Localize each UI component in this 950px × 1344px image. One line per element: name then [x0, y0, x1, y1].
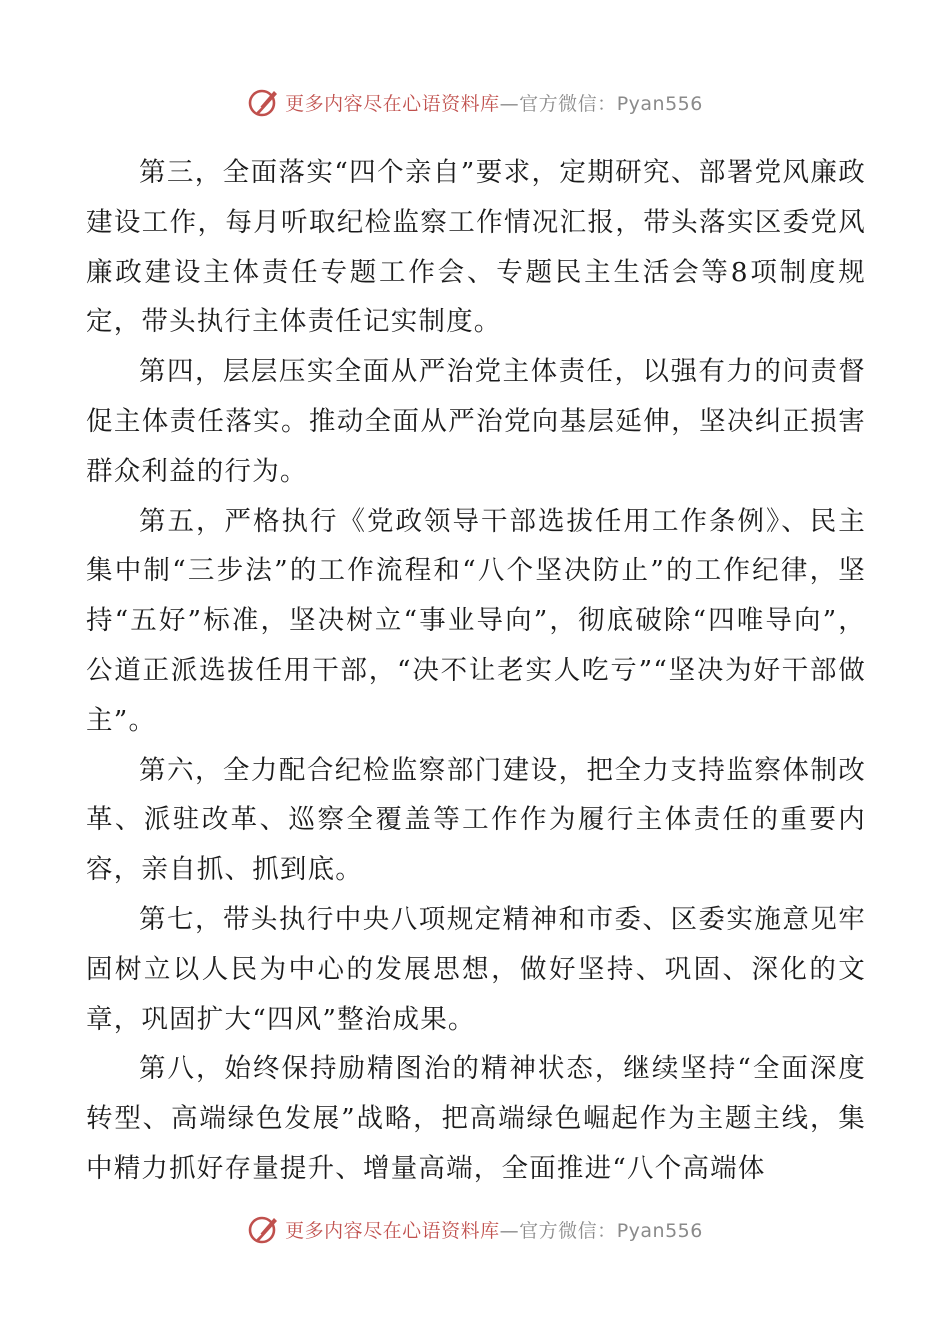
header-watermark: [0, 84, 950, 120]
document-body: [86, 148, 866, 1194]
paragraph-4: 第四，层层压实全面从严治党主体责任，以强有力的问责督促主体责任落实。推动全面从严治党向基层延伸，坚决纠正损害群众利益的行为。: [86, 356, 866, 487]
paragraph-3: 第三，全面落实“四个亲自”要求，定期研究、部署党风廉政建设工作，每月听取纪检监察工作情况汇报，带头落实区委党风廉政建设主体责任专题工作会、专题民主生活会等8项制度规定，带头执行主体责任记实制度。: [86, 157, 866, 338]
paragraph-6: 第六，全力配合纪检监察部门建设，把全力支持监察体制改革、派驻改革、巡察全覆盖等工作作为履行主体责任的重要内容，亲自抓、抓到底。: [86, 754, 866, 886]
watermark-wechat-id: Pyan556: [616, 92, 703, 115]
footer-watermark: [0, 1211, 950, 1247]
paragraph-7: 第七，带头执行中央八项规定精神和市委、区委实施意见牢固树立以人民为中心的发展思想，做好坚持、巩固、深化的文章，巩固扩大“四风”整治成果。: [86, 903, 866, 1035]
watermark-wechat-label: 官方微信：: [519, 1219, 617, 1242]
quill-pen-logo-icon: [247, 85, 281, 119]
watermark-wechat-label: 官方微信：: [519, 92, 617, 115]
watermark-wechat-id: Pyan556: [616, 1219, 703, 1242]
quill-pen-logo-icon: [247, 1212, 281, 1246]
watermark-site: 更多内容尽在心语资料库: [285, 92, 500, 115]
watermark-dash: —: [499, 1219, 520, 1242]
paragraph-8: 第八，始终保持励精图治的精神状态，继续坚持“全面深度转型、高端绿色发展”战略，把高端绿色崛起作为主题主线，集中精力抓好存量提升、增量高端，全面推进“八个高端体: [86, 1053, 866, 1184]
paragraph-5: 第五，严格执行《党政领导干部选拔任用工作条例》、民主集中制“三步法”的工作流程和“八个坚决防止”的工作纪律，坚持“五好”标准，坚决树立“事业导向”，彻底破除“四唯导向”，公道正派选拔任用干部，“决不让老实人吃亏”“坚决为好干部做主”。: [86, 505, 866, 736]
watermark-site: 更多内容尽在心语资料库: [285, 1219, 500, 1242]
watermark-dash: —: [499, 92, 520, 115]
